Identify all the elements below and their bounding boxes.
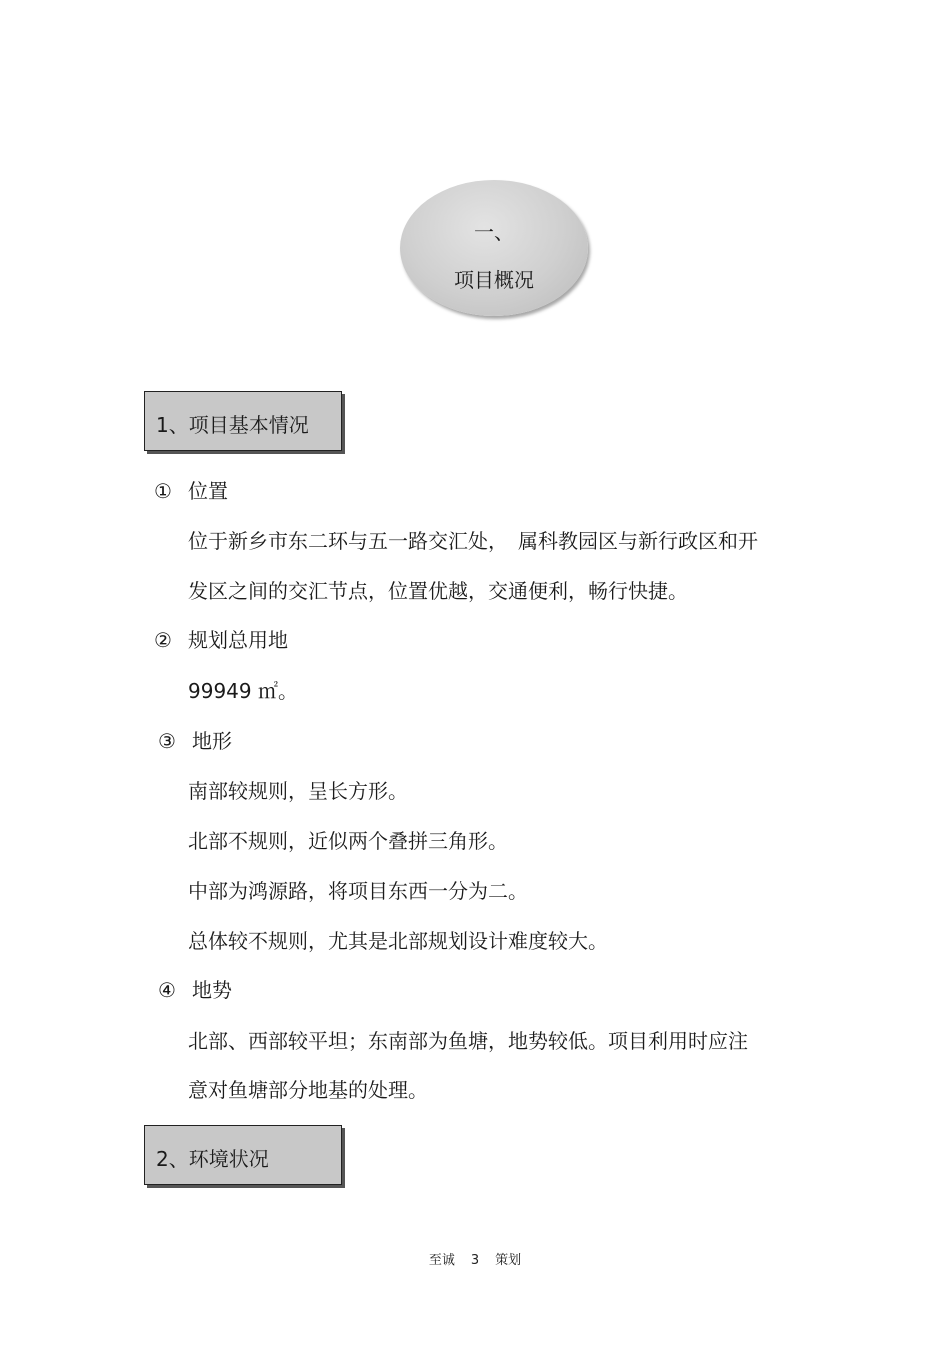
paragraph-line: 南部较规则，呈长方形。 (188, 779, 408, 803)
section-heading-label: 2、环境状况 (156, 1147, 269, 1171)
footer-left: 至诚 (428, 1253, 455, 1268)
item-number: ④ (158, 978, 176, 1002)
footer-right: 策划 (495, 1253, 522, 1268)
paragraph-line: 99949 ㎡。 (188, 679, 298, 703)
section-heading-basic-info (144, 391, 342, 451)
item-title: 位置 (188, 479, 228, 503)
section-heading-label: 1、项目基本情况 (156, 413, 309, 437)
paragraph-line: 意对鱼塘部分地基的处理。 (188, 1078, 428, 1102)
paragraph-line: 位于新乡市东二环与五一路交汇处， 属科教园区与新行政区和开 (188, 529, 758, 553)
item-heading-land-area (154, 628, 288, 652)
chapter-badge (400, 180, 588, 316)
item-heading-elevation (158, 978, 232, 1002)
item-heading-location (154, 479, 228, 503)
section-heading-environment (144, 1125, 342, 1185)
item-title: 地形 (192, 729, 232, 753)
page-footer (0, 1249, 950, 1268)
page-number: 3 (470, 1253, 480, 1268)
item-number: ① (154, 479, 172, 503)
item-title: 地势 (192, 978, 232, 1002)
paragraph-line: 北部、西部较平坦；东南部为鱼塘，地势较低。项目利用时应注 (188, 1029, 748, 1053)
paragraph-line: 发区之间的交汇节点，位置优越，交通便利，畅行快捷。 (188, 579, 688, 603)
item-heading-terrain (158, 729, 232, 753)
paragraph-line: 总体较不规则，尤其是北部规划设计难度较大。 (188, 929, 608, 953)
chapter-title: 项目概况 (454, 268, 534, 292)
item-number: ③ (158, 729, 176, 753)
item-number: ② (154, 628, 172, 652)
item-title: 规划总用地 (188, 628, 288, 652)
paragraph-line: 中部为鸿源路，将项目东西一分为二。 (188, 879, 528, 903)
chapter-number: 一、 (474, 220, 514, 244)
paragraph-line: 北部不规则，近似两个叠拼三角形。 (188, 829, 508, 853)
